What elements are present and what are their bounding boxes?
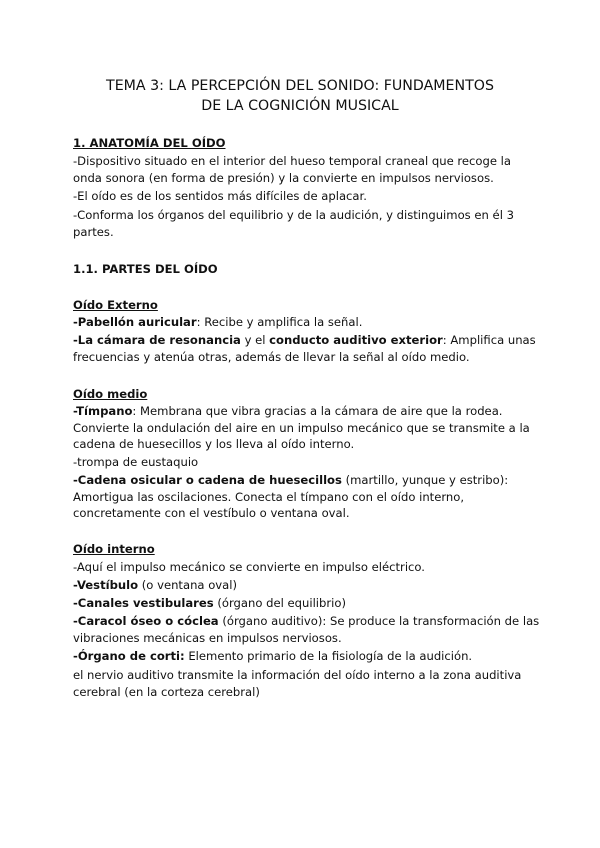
paragraph-cadena: [73, 472, 543, 522]
text-pabellon: : Recibe y amplifica la señal.: [196, 315, 363, 329]
text-vestibulo: (o ventana oval): [138, 578, 238, 592]
text-y: y el: [240, 333, 270, 347]
paragraph-organos: -Conforma los órganos del equilibrio y de la audición, y distinguimos en él 3 partes.: [73, 208, 514, 239]
term-caracol: -Caracol óseo o cóclea: [73, 614, 219, 628]
paragraph-nervio: el nervio auditivo transmite la información del oído interno a la zona auditiva cerebral (en la corteza cerebral): [73, 668, 522, 699]
paragraph-corti: [73, 648, 543, 665]
section-heading-anatomia: 1. ANATOMÍA DEL OÍDO: [73, 136, 226, 150]
text-cadena: (martillo, yunque y estribo): Amortigua las oscilaciones. Conecta el tímpano con el oído interno, concretamente con el vestíbulo o ventana oval.: [73, 473, 509, 520]
paragraph-pabellon: [73, 314, 543, 331]
paragraph-dispositivo: -Dispositivo situado en el interior del hueso temporal craneal que recoge la onda sonora (en forma de presión) y la convierte en impulsos nerviosos.: [73, 154, 512, 185]
paragraph-caracol: [73, 613, 543, 646]
text-timpano: : Membrana que vibra gracias a la cámara de aire que la rodea. Convierte la ondulación del aire en un impulso mecánico que se transmite a la cadena de huesecillos y los lleva al oído interno.: [73, 404, 530, 451]
paragraph-impulso: -Aquí el impulso mecánico se convierte en impulso eléctrico.: [73, 560, 425, 574]
subheading-oido-medio: Oído medio: [73, 387, 148, 401]
subheading-oido-externo: Oído Externo: [73, 298, 158, 312]
section-heading-partes: 1.1. PARTES DEL OÍDO: [73, 262, 218, 276]
term-pabellon: -Pabellón auricular: [73, 315, 197, 329]
paragraph-timpano: [73, 403, 543, 453]
title-line-2: DE LA COGNICIÓN MUSICAL: [201, 98, 399, 114]
term-canales: -Canales vestibulares: [73, 596, 214, 610]
paragraph-camara: [73, 332, 543, 365]
text-corti: Elemento primario de la fisiología de la audición.: [184, 649, 473, 663]
page-title: [60, 76, 540, 116]
term-vestibulo: -Vestíbulo: [73, 578, 139, 592]
term-camara: -La cámara de resonancia: [73, 333, 241, 347]
term-timpano: -Tímpano: [73, 404, 133, 418]
term-conducto: conducto auditivo exterior: [269, 333, 443, 347]
title-line-1: TEMA 3: LA PERCEPCIÓN DEL SONIDO: FUNDAMENTOS: [106, 78, 494, 94]
term-cadena: -Cadena osicular o cadena de huesecillos: [73, 473, 342, 487]
paragraph-sentidos: -El oído es de los sentidos más difíciles de aplacar.: [73, 189, 367, 203]
term-corti: Órgano de corti:: [77, 649, 185, 663]
term-corti-dash: -: [73, 649, 78, 663]
subheading-oido-interno: Oído interno: [73, 542, 155, 556]
text-camara: : Amplifica unas frecuencias y atenúa otras, además de llevar la señal al oído medio.: [73, 333, 536, 364]
text-canales: (órgano del equilibrio): [213, 596, 346, 610]
paragraph-canales: [73, 595, 543, 612]
text-caracol: (órgano auditivo): Se produce la transformación de las vibraciones mecánicas en impulsos nerviosos.: [73, 614, 540, 645]
paragraph-vestibulo: [73, 577, 543, 594]
paragraph-trompa: -trompa de eustaquio: [73, 455, 199, 469]
